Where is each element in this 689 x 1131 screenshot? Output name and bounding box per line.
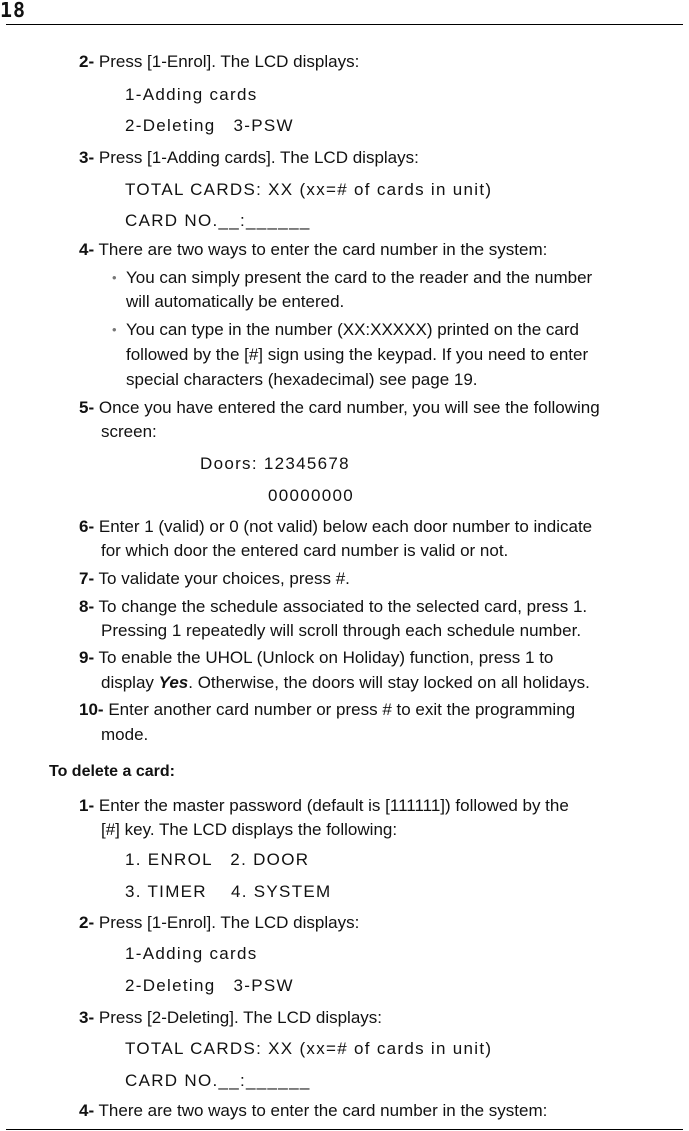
step-text: Enter another card number or press # to exit the programming <box>108 700 576 719</box>
step-number: 5- <box>79 398 95 417</box>
step-9-add <box>79 648 553 668</box>
step-number: 2- <box>79 52 95 71</box>
yes-emphasis: Yes <box>158 673 189 692</box>
bullet-text: special characters (hexadecimal) see page 19. <box>126 370 478 389</box>
step-text: mode. <box>101 725 149 744</box>
lcd-line: TOTAL CARDS: XX (xx=# of cards in unit) <box>125 1039 493 1058</box>
lcd-line: 1. ENROL 2. DOOR <box>125 850 310 869</box>
footer-rule <box>6 1129 683 1130</box>
step-number: 4- <box>79 240 95 259</box>
bullet-text: will automatically be entered. <box>126 292 345 311</box>
step-5-add <box>79 398 600 418</box>
step-text: To change the schedule associated to the selected card, press 1. <box>98 597 588 616</box>
step-text: for which door the entered card number is valid or not. <box>101 541 509 560</box>
bullet-dot: • <box>112 270 117 285</box>
step-6-add <box>79 517 592 537</box>
step-3-add <box>79 148 419 168</box>
step-number: 6- <box>79 517 95 536</box>
step-3-delete <box>79 1008 382 1028</box>
header-rule <box>6 24 683 25</box>
step-7-add <box>79 569 350 589</box>
step-text: Enter the master password (default is [111111]) followed by the <box>98 796 569 815</box>
step-text: Press [2-Deleting]. The LCD displays: <box>98 1008 382 1027</box>
lcd-line: 2-Deleting 3-PSW <box>125 116 294 135</box>
bullet-text: You can type in the number (XX:XXXXX) printed on the card <box>126 320 579 339</box>
step-8-add <box>79 597 587 617</box>
step-number: 3- <box>79 148 95 167</box>
step-1-delete <box>79 796 569 816</box>
step-number: 3- <box>79 1008 95 1027</box>
lcd-line: 1-Adding cards <box>125 85 258 104</box>
step-text-pre: display <box>101 673 159 692</box>
step-2-delete <box>79 913 359 933</box>
step-number: 7- <box>79 569 95 588</box>
step-2-add <box>79 52 359 72</box>
step-10-add <box>79 700 575 720</box>
step-number: 1- <box>79 796 95 815</box>
lcd-line: CARD NO.__:______ <box>125 1071 311 1090</box>
step-number: 8- <box>79 597 95 616</box>
step-text: Enter 1 (valid) or 0 (not valid) below each door number to indicate <box>98 517 593 536</box>
lcd-line: CARD NO.__:______ <box>125 211 311 230</box>
bullet-dot: • <box>112 322 117 337</box>
bullet-text: You can simply present the card to the reader and the number <box>126 268 593 287</box>
step-text: Press [1-Adding cards]. The LCD displays: <box>98 148 419 167</box>
step-4-add <box>79 240 547 260</box>
lcd-line: 1-Adding cards <box>125 944 258 963</box>
step-text: screen: <box>101 422 157 441</box>
step-number: 2- <box>79 913 95 932</box>
step-text: There are two ways to enter the card number in the system: <box>98 1101 548 1120</box>
step-text: There are two ways to enter the card number in the system: <box>98 240 548 259</box>
step-text: [#] key. The LCD displays the following: <box>101 820 398 839</box>
step-number: 9- <box>79 648 95 667</box>
bullet-text: followed by the [#] sign using the keypad. If you need to enter <box>126 345 589 364</box>
doors-lcd-line: 00000000 <box>268 486 355 505</box>
step-text: Press [1-Enrol]. The LCD displays: <box>98 52 360 71</box>
step-text: Pressing 1 repeatedly will scroll through each schedule number. <box>101 621 582 640</box>
section-heading: To delete a card: <box>49 763 175 780</box>
step-text <box>101 673 590 693</box>
step-text: Press [1-Enrol]. The LCD displays: <box>98 913 360 932</box>
page-number: 18 <box>0 0 27 22</box>
step-number: 10- <box>79 700 104 719</box>
step-text-post: . Otherwise, the doors will stay locked on all holidays. <box>188 673 590 692</box>
lcd-line: 3. TIMER 4. SYSTEM <box>125 882 332 901</box>
step-text: To validate your choices, press #. <box>98 569 350 588</box>
step-text: To enable the UHOL (Unlock on Holiday) function, press 1 to <box>98 648 554 667</box>
step-number: 4- <box>79 1101 95 1120</box>
doors-lcd-line: Doors: 12345678 <box>200 454 350 473</box>
lcd-line: TOTAL CARDS: XX (xx=# of cards in unit) <box>125 180 493 199</box>
lcd-line: 2-Deleting 3-PSW <box>125 976 294 995</box>
step-text: Once you have entered the card number, you will see the following <box>98 398 600 417</box>
step-4-delete <box>79 1101 547 1121</box>
